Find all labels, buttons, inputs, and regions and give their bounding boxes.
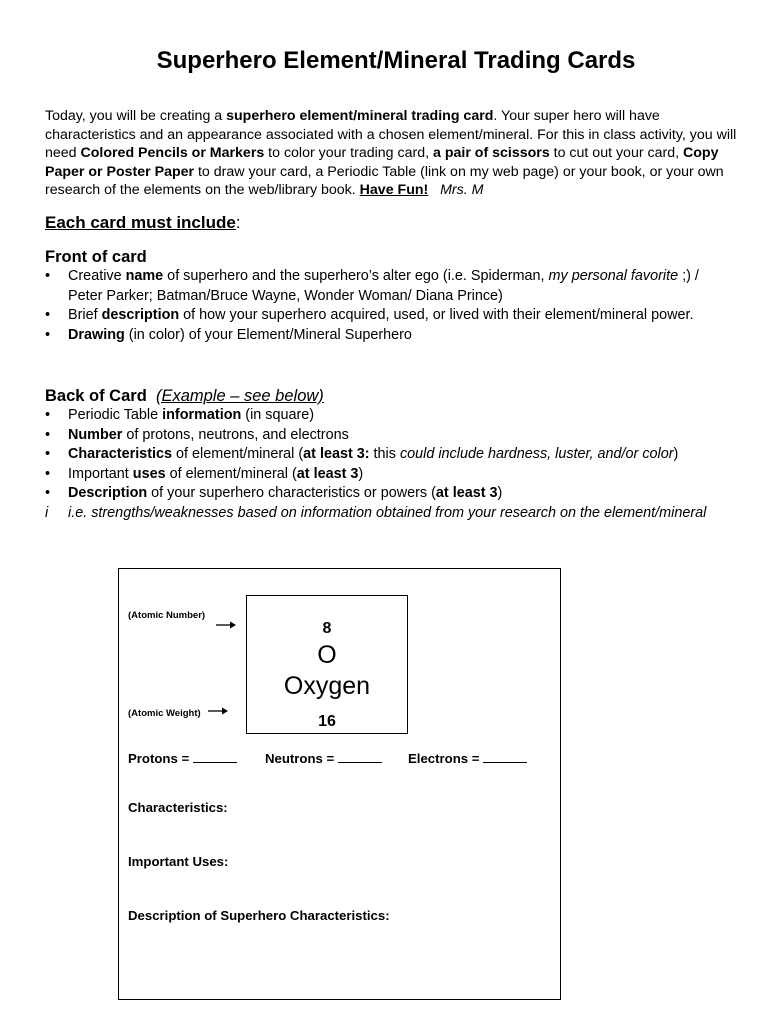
atomic-number: 8 (322, 620, 332, 637)
example-link-text: (Example – see below) (155, 387, 324, 405)
example-card (118, 568, 561, 1000)
protons-blank (193, 749, 237, 763)
neutrons-blank (338, 749, 382, 763)
periodic-table-square (246, 595, 408, 734)
page-title: Superhero Element/Mineral Trading Cards (156, 47, 636, 74)
list-item: • Number of protons, neutrons, and electrons (45, 426, 349, 443)
description-label: Description of Superhero Characteristics: (128, 908, 390, 923)
uses-label: Important Uses: (128, 854, 229, 869)
list-item: • Drawing (in color) of your Element/Mineral Superhero (45, 326, 412, 343)
list-item: • Brief description of how your superhero acquired, used, or lived with their element/mineral power. (45, 307, 694, 323)
have-fun-text: Have Fun! (359, 182, 429, 198)
electrons-blank (483, 749, 527, 763)
list-item: • Description of your superhero characteristics or powers (at least 3) (45, 485, 503, 501)
list-item: i i.e. strengths/weaknesses based on information obtained from your research on the element/mineral (45, 504, 707, 521)
back-heading: Back of Card (Example – see below) (45, 387, 324, 405)
protons-field: Protons = (128, 749, 237, 766)
atomic-weight-label: (Atomic Weight) (128, 708, 201, 719)
element-symbol: O (317, 641, 337, 669)
list-item: • Characteristics of element/mineral (at least 3: this could include hardness, luster, and/or color) (45, 446, 679, 462)
electrons-field: Electrons = (408, 749, 527, 766)
front-list (45, 267, 737, 345)
front-heading: Front of card (45, 248, 147, 266)
atomic-number-label: (Atomic Number) (128, 610, 206, 621)
characteristics-label: Characteristics: (128, 800, 228, 815)
list-item: • Creative name of superhero and the superhero’s alter ego (i.e. Spiderman, my personal favorite ;) / Peter Parker; Batman/Bruce Wayne, Wonder Woman/ Diana Prince) (45, 268, 699, 304)
back-list (45, 406, 737, 523)
element-name: Oxygen (283, 672, 371, 700)
intro-paragraph: Today, you will be creating a superhero element/mineral trading card. Your super hero will have characteristics and an appearance associated with a chosen element/mineral. For this in class activity, you will need Colored Pencils or Markers to color your trading card, a pair of scissors to cut out your card, Copy Paper or Poster Paper to draw your card, a Periodic Table (link on my web page) or your book, or your own research of the elements on the web/library book. Have Fun! Mrs. M (45, 108, 737, 198)
signature-text: Mrs. M (440, 182, 484, 198)
list-item: • Periodic Table information (in square) (45, 407, 315, 423)
arrow-right-icon (216, 618, 236, 632)
list-item: • Important uses of element/mineral (at least 3) (45, 465, 364, 482)
arrow-right-icon (208, 704, 228, 718)
atomic-weight: 16 (318, 713, 336, 730)
section-heading: Each card must include: (45, 213, 241, 232)
neutrons-field: Neutrons = (265, 749, 382, 766)
